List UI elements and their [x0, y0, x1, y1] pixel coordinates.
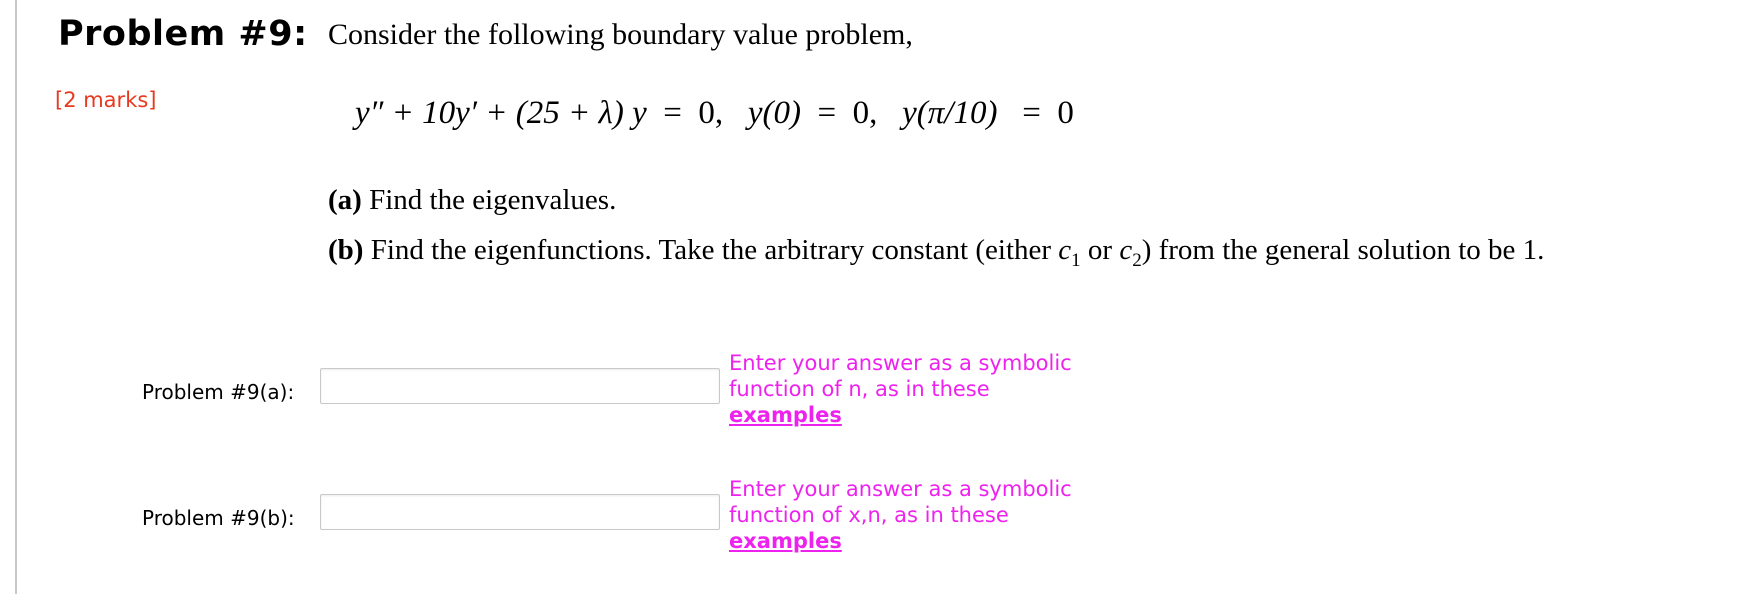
part-a: [328, 184, 616, 217]
boundary-value-equation: [355, 95, 1074, 132]
constant-c2-subscript: 2: [1132, 249, 1142, 271]
problem-title: Problem #9:: [58, 14, 308, 54]
constant-c1-subscript: 1: [1071, 249, 1081, 271]
constant-c2: c: [1119, 234, 1133, 266]
answer-a-examples-link[interactable]: examples: [729, 403, 842, 427]
part-b-prefix: (b): [328, 234, 364, 266]
answer-a-input[interactable]: [320, 368, 720, 404]
answer-a-hint: [729, 350, 1109, 428]
answer-b-input[interactable]: [320, 494, 720, 530]
part-b-text-end: ) from the general solution to be 1.: [1141, 234, 1545, 266]
boundary-condition-left: y(0): [747, 95, 801, 131]
part-a-text: Find the eigenvalues.: [369, 184, 617, 216]
answer-a-label: Problem #9(a):: [142, 380, 295, 404]
problem-intro: Consider the following boundary value problem,: [328, 18, 913, 51]
marks-label: [2 marks]: [55, 88, 157, 112]
equation-ode: y″ + 10y′ + (25 + λ) y: [355, 95, 647, 131]
part-b: [328, 234, 1544, 272]
answer-b-hint-text: Enter your answer as a symbolic function of x,n, as in these: [729, 477, 1072, 527]
answer-b-hint: [729, 476, 1109, 554]
constant-c1: c: [1058, 234, 1072, 266]
part-a-prefix: (a): [328, 184, 362, 216]
boundary-condition-right: y(π/10): [902, 95, 998, 131]
boundary-condition-right-rhs: 0: [1057, 95, 1074, 131]
equals-sign: =: [663, 95, 682, 131]
answer-b-examples-link[interactable]: examples: [729, 529, 842, 553]
part-b-text: Find the eigenfunctions. Take the arbitrary constant (either: [370, 234, 1059, 266]
part-b-or: or: [1080, 234, 1120, 266]
answer-a-hint-text: Enter your answer as a symbolic function of n, as in these: [729, 351, 1072, 401]
equals-sign: =: [1022, 95, 1041, 131]
equation-ode-rhs: 0,: [698, 95, 724, 131]
left-border: [15, 0, 17, 594]
answer-b-label: Problem #9(b):: [142, 506, 295, 530]
equals-sign: =: [817, 95, 837, 131]
boundary-condition-left-rhs: 0,: [852, 95, 878, 131]
